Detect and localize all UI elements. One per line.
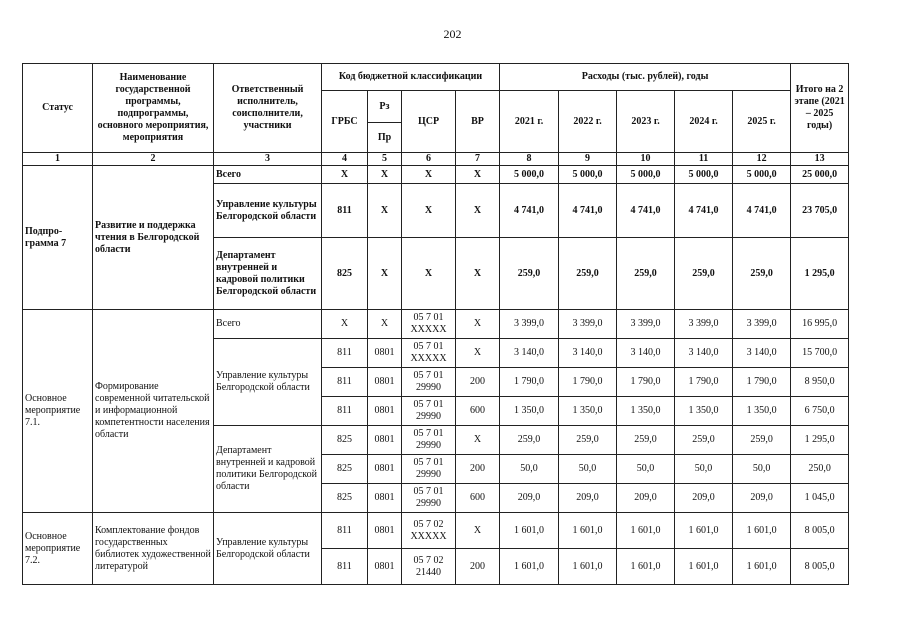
header-total: Итого на 2 этапе (2021 – 2025 годы)	[791, 64, 849, 153]
value-cell: 3 140,0	[559, 339, 617, 368]
total-cell: 15 700,0	[791, 339, 849, 368]
value-cell: 3 399,0	[559, 310, 617, 339]
value-cell: 259,0	[617, 238, 675, 310]
value-cell: 259,0	[500, 238, 559, 310]
page-number: 202	[443, 27, 462, 41]
value-cell: 5 000,0	[733, 166, 791, 184]
value-cell: 3 140,0	[733, 339, 791, 368]
total-cell: 25 000,0	[791, 166, 849, 184]
value-cell: 1 601,0	[617, 513, 675, 549]
value-cell: 5 000,0	[675, 166, 733, 184]
vr-cell: Х	[456, 310, 500, 339]
value-cell: 1 790,0	[617, 368, 675, 397]
value-cell: 1 601,0	[733, 549, 791, 585]
executor-cell: Управление культуры Белгородской области	[214, 513, 322, 585]
value-cell: 259,0	[559, 426, 617, 455]
colnum: 7	[456, 153, 500, 166]
vr-cell: Х	[456, 426, 500, 455]
value-cell: 1 601,0	[617, 549, 675, 585]
colnum: 1	[23, 153, 93, 166]
header-executor: Ответственный исполнитель, соисполнители, участники	[214, 64, 322, 153]
vr-cell: 200	[456, 549, 500, 585]
grbs-cell: Х	[322, 166, 368, 184]
header-csr: ЦСР	[402, 91, 456, 153]
colnum: 11	[675, 153, 733, 166]
colnum: 5	[368, 153, 402, 166]
status-cell: Основное мероприятие 7.1.	[23, 310, 93, 513]
rzpr-cell: 0801	[368, 484, 402, 513]
value-cell: 209,0	[500, 484, 559, 513]
grbs-cell: Х	[322, 310, 368, 339]
csr-cell: 05 7 02 21440	[402, 549, 456, 585]
header-2025: 2025 г.	[733, 91, 791, 153]
status-cell: Основное мероприятие 7.2.	[23, 513, 93, 585]
value-cell: 3 399,0	[500, 310, 559, 339]
value-cell: 259,0	[559, 238, 617, 310]
value-cell: 4 741,0	[733, 184, 791, 238]
value-cell: 5 000,0	[559, 166, 617, 184]
rzpr-cell: 0801	[368, 368, 402, 397]
header-name: Наименование государственной программы, подпрограммы, основного мероприятия, мероприятия	[93, 64, 214, 153]
colnum: 2	[93, 153, 214, 166]
rzpr-cell: Х	[368, 310, 402, 339]
grbs-cell: 811	[322, 549, 368, 585]
value-cell: 259,0	[617, 426, 675, 455]
value-cell: 1 790,0	[559, 368, 617, 397]
executor-cell: Департамент внутренней и кадровой политики Белгородской области	[214, 238, 322, 310]
rzpr-cell: 0801	[368, 339, 402, 368]
name-cell: Развитие и поддержка чтения в Белгородской области	[93, 166, 214, 310]
executor-cell: Управление культуры Белгородской области	[214, 339, 322, 426]
value-cell: 4 741,0	[675, 184, 733, 238]
rzpr-cell: 0801	[368, 397, 402, 426]
value-cell: 1 601,0	[675, 549, 733, 585]
vr-cell: Х	[456, 339, 500, 368]
value-cell: 209,0	[559, 484, 617, 513]
value-cell: 50,0	[617, 455, 675, 484]
table-row	[23, 310, 849, 339]
csr-cell: Х	[402, 184, 456, 238]
vr-cell: Х	[456, 166, 500, 184]
total-cell: 23 705,0	[791, 184, 849, 238]
value-cell: 1 350,0	[617, 397, 675, 426]
value-cell: 259,0	[500, 426, 559, 455]
value-cell: 1 601,0	[675, 513, 733, 549]
executor-cell: Всего	[214, 310, 322, 339]
value-cell: 5 000,0	[617, 166, 675, 184]
value-cell: 3 140,0	[617, 339, 675, 368]
executor-cell: Управление культуры Белгородской области	[214, 184, 322, 238]
csr-cell: 05 7 02 ХХХХХ	[402, 513, 456, 549]
column-numbers-row	[23, 153, 849, 166]
rzpr-cell: Х	[368, 184, 402, 238]
value-cell: 1 790,0	[733, 368, 791, 397]
colnum: 6	[402, 153, 456, 166]
vr-cell: Х	[456, 238, 500, 310]
value-cell: 50,0	[500, 455, 559, 484]
colnum: 8	[500, 153, 559, 166]
colnum: 3	[214, 153, 322, 166]
value-cell: 1 350,0	[500, 397, 559, 426]
budget-table	[22, 63, 849, 585]
value-cell: 1 790,0	[500, 368, 559, 397]
total-cell: 250,0	[791, 455, 849, 484]
executor-cell: Всего	[214, 166, 322, 184]
grbs-cell: 811	[322, 184, 368, 238]
value-cell: 5 000,0	[500, 166, 559, 184]
header-vr: ВР	[456, 91, 500, 153]
rzpr-cell: Х	[368, 238, 402, 310]
vr-cell: 200	[456, 455, 500, 484]
header-rz: Рз	[368, 91, 402, 123]
value-cell: 259,0	[733, 426, 791, 455]
table-row	[23, 166, 849, 184]
status-cell: Подпро-грамма 7	[23, 166, 93, 310]
value-cell: 1 350,0	[733, 397, 791, 426]
value-cell: 3 140,0	[500, 339, 559, 368]
grbs-cell: 811	[322, 368, 368, 397]
header-budget-code: Код бюджетной классификации	[322, 64, 500, 91]
value-cell: 209,0	[733, 484, 791, 513]
vr-cell: Х	[456, 184, 500, 238]
value-cell: 4 741,0	[559, 184, 617, 238]
csr-cell: 05 7 01 29990	[402, 368, 456, 397]
rzpr-cell: 0801	[368, 513, 402, 549]
value-cell: 4 741,0	[617, 184, 675, 238]
csr-cell: 05 7 01 29990	[402, 484, 456, 513]
total-cell: 8 005,0	[791, 513, 849, 549]
grbs-cell: 825	[322, 426, 368, 455]
rzpr-cell: 0801	[368, 426, 402, 455]
total-cell: 16 995,0	[791, 310, 849, 339]
colnum: 4	[322, 153, 368, 166]
header-2021: 2021 г.	[500, 91, 559, 153]
vr-cell: 600	[456, 484, 500, 513]
grbs-cell: 825	[322, 238, 368, 310]
csr-cell: 05 7 01 ХХХХХ	[402, 310, 456, 339]
name-cell: Комплектование фондов государственных библиотек художественной литературой	[93, 513, 214, 585]
total-cell: 1 295,0	[791, 238, 849, 310]
rzpr-cell: 0801	[368, 455, 402, 484]
grbs-cell: 811	[322, 339, 368, 368]
value-cell: 1 601,0	[733, 513, 791, 549]
grbs-cell: 825	[322, 455, 368, 484]
value-cell: 209,0	[675, 484, 733, 513]
value-cell: 259,0	[675, 426, 733, 455]
value-cell: 1 601,0	[500, 513, 559, 549]
grbs-cell: 811	[322, 397, 368, 426]
csr-cell: 05 7 01 29990	[402, 455, 456, 484]
colnum: 13	[791, 153, 849, 166]
header-2022: 2022 г.	[559, 91, 617, 153]
grbs-cell: 825	[322, 484, 368, 513]
csr-cell: 05 7 01 29990	[402, 397, 456, 426]
rzpr-cell: Х	[368, 166, 402, 184]
colnum: 10	[617, 153, 675, 166]
header-expenses: Расходы (тыс. рублей), годы	[500, 64, 791, 91]
vr-cell: 600	[456, 397, 500, 426]
executor-cell: Департамент внутренней и кадровой политики Белгородской области	[214, 426, 322, 513]
value-cell: 50,0	[733, 455, 791, 484]
value-cell: 1 350,0	[559, 397, 617, 426]
grbs-cell: 811	[322, 513, 368, 549]
csr-cell: 05 7 01 29990	[402, 426, 456, 455]
header-status: Статус	[23, 64, 93, 153]
total-cell: 6 750,0	[791, 397, 849, 426]
value-cell: 1 790,0	[675, 368, 733, 397]
total-cell: 8 950,0	[791, 368, 849, 397]
header-grbs: ГРБС	[322, 91, 368, 153]
value-cell: 3 399,0	[617, 310, 675, 339]
header-pr: Пр	[368, 123, 402, 153]
csr-cell: Х	[402, 166, 456, 184]
value-cell: 4 741,0	[500, 184, 559, 238]
total-cell: 8 005,0	[791, 549, 849, 585]
vr-cell: 200	[456, 368, 500, 397]
value-cell: 1 601,0	[559, 513, 617, 549]
colnum: 12	[733, 153, 791, 166]
value-cell: 209,0	[617, 484, 675, 513]
value-cell: 3 399,0	[675, 310, 733, 339]
name-cell: Формирование современной читательской и информационной компетентности населения области	[93, 310, 214, 513]
value-cell: 1 601,0	[500, 549, 559, 585]
csr-cell: Х	[402, 238, 456, 310]
header-2024: 2024 г.	[675, 91, 733, 153]
value-cell: 3 140,0	[675, 339, 733, 368]
value-cell: 259,0	[675, 238, 733, 310]
table-row	[23, 513, 849, 549]
value-cell: 3 399,0	[733, 310, 791, 339]
csr-cell: 05 7 01 ХХХХХ	[402, 339, 456, 368]
colnum: 9	[559, 153, 617, 166]
value-cell: 1 601,0	[559, 549, 617, 585]
total-cell: 1 295,0	[791, 426, 849, 455]
value-cell: 50,0	[675, 455, 733, 484]
value-cell: 50,0	[559, 455, 617, 484]
total-cell: 1 045,0	[791, 484, 849, 513]
vr-cell: Х	[456, 513, 500, 549]
header-2023: 2023 г.	[617, 91, 675, 153]
value-cell: 259,0	[733, 238, 791, 310]
rzpr-cell: 0801	[368, 549, 402, 585]
value-cell: 1 350,0	[675, 397, 733, 426]
